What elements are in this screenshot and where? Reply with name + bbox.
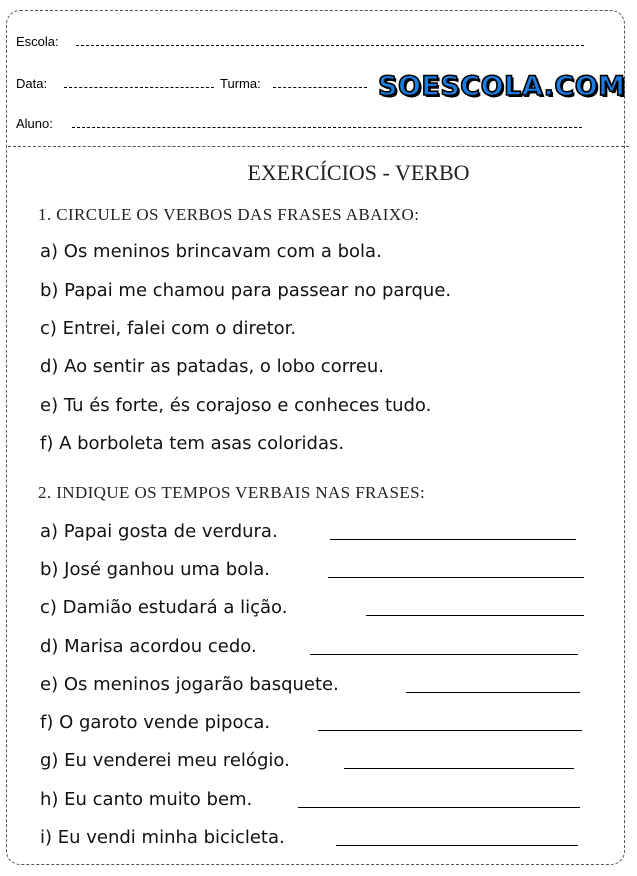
answer-line-i[interactable] — [336, 845, 578, 846]
aluno-label: Aluno: — [16, 116, 53, 131]
section1-item-f: f) A borboleta tem asas coloridas. — [40, 433, 345, 454]
answer-line-e[interactable] — [406, 692, 580, 693]
answer-line-f[interactable] — [318, 730, 582, 731]
section2-item-a: a) Papai gosta de verdura. — [40, 521, 278, 542]
section2-item-c: c) Damião estudará a lição. — [40, 597, 288, 618]
answer-line-a[interactable] — [330, 539, 576, 540]
soescola-logo: SOESCOLA.COM — [378, 71, 626, 102]
answer-line-g[interactable] — [344, 768, 574, 769]
section1-item-c: c) Entrei, falei com o diretor. — [40, 318, 297, 339]
section1-item-e: e) Tu és forte, és corajoso e conheces tudo. — [40, 395, 432, 416]
escola-label: Escola: — [16, 34, 59, 49]
section2-item-e: e) Os meninos jogarão basquete. — [40, 674, 339, 695]
section1-item-b: b) Papai me chamou para passear no parque. — [40, 280, 452, 301]
aluno-field[interactable] — [72, 127, 582, 128]
section2-item-b: b) José ganhou uma bola. — [40, 559, 270, 580]
data-label: Data: — [16, 76, 48, 91]
section2-heading: 2. INDIQUE OS TEMPOS VERBAIS NAS FRASES: — [38, 483, 426, 502]
turma-label: Turma: — [220, 76, 261, 91]
section1-item-a: a) Os meninos brincavam com a bola. — [40, 241, 382, 262]
escola-field[interactable] — [76, 45, 584, 46]
section2-item-h: h) Eu canto muito bem. — [40, 789, 253, 810]
answer-line-d[interactable] — [310, 654, 578, 655]
data-field[interactable] — [64, 87, 214, 88]
section1-heading: 1. CIRCULE OS VERBOS DAS FRASES ABAIXO: — [38, 205, 420, 224]
turma-field[interactable] — [273, 87, 367, 88]
page-title: EXERCÍCIOS - VERBO — [247, 160, 470, 185]
answer-line-b[interactable] — [328, 577, 584, 578]
section2-item-i: i) Eu vendi minha bicicleta. — [40, 827, 285, 848]
answer-line-h[interactable] — [298, 807, 580, 808]
header-divider — [8, 146, 629, 147]
section2-item-f: f) O garoto vende pipoca. — [40, 712, 271, 733]
section1-item-d: d) Ao sentir as patadas, o lobo correu. — [40, 356, 385, 377]
answer-line-c[interactable] — [366, 615, 584, 616]
section2-item-d: d) Marisa acordou cedo. — [40, 636, 257, 657]
section2-item-g: g) Eu venderei meu relógio. — [40, 750, 290, 771]
